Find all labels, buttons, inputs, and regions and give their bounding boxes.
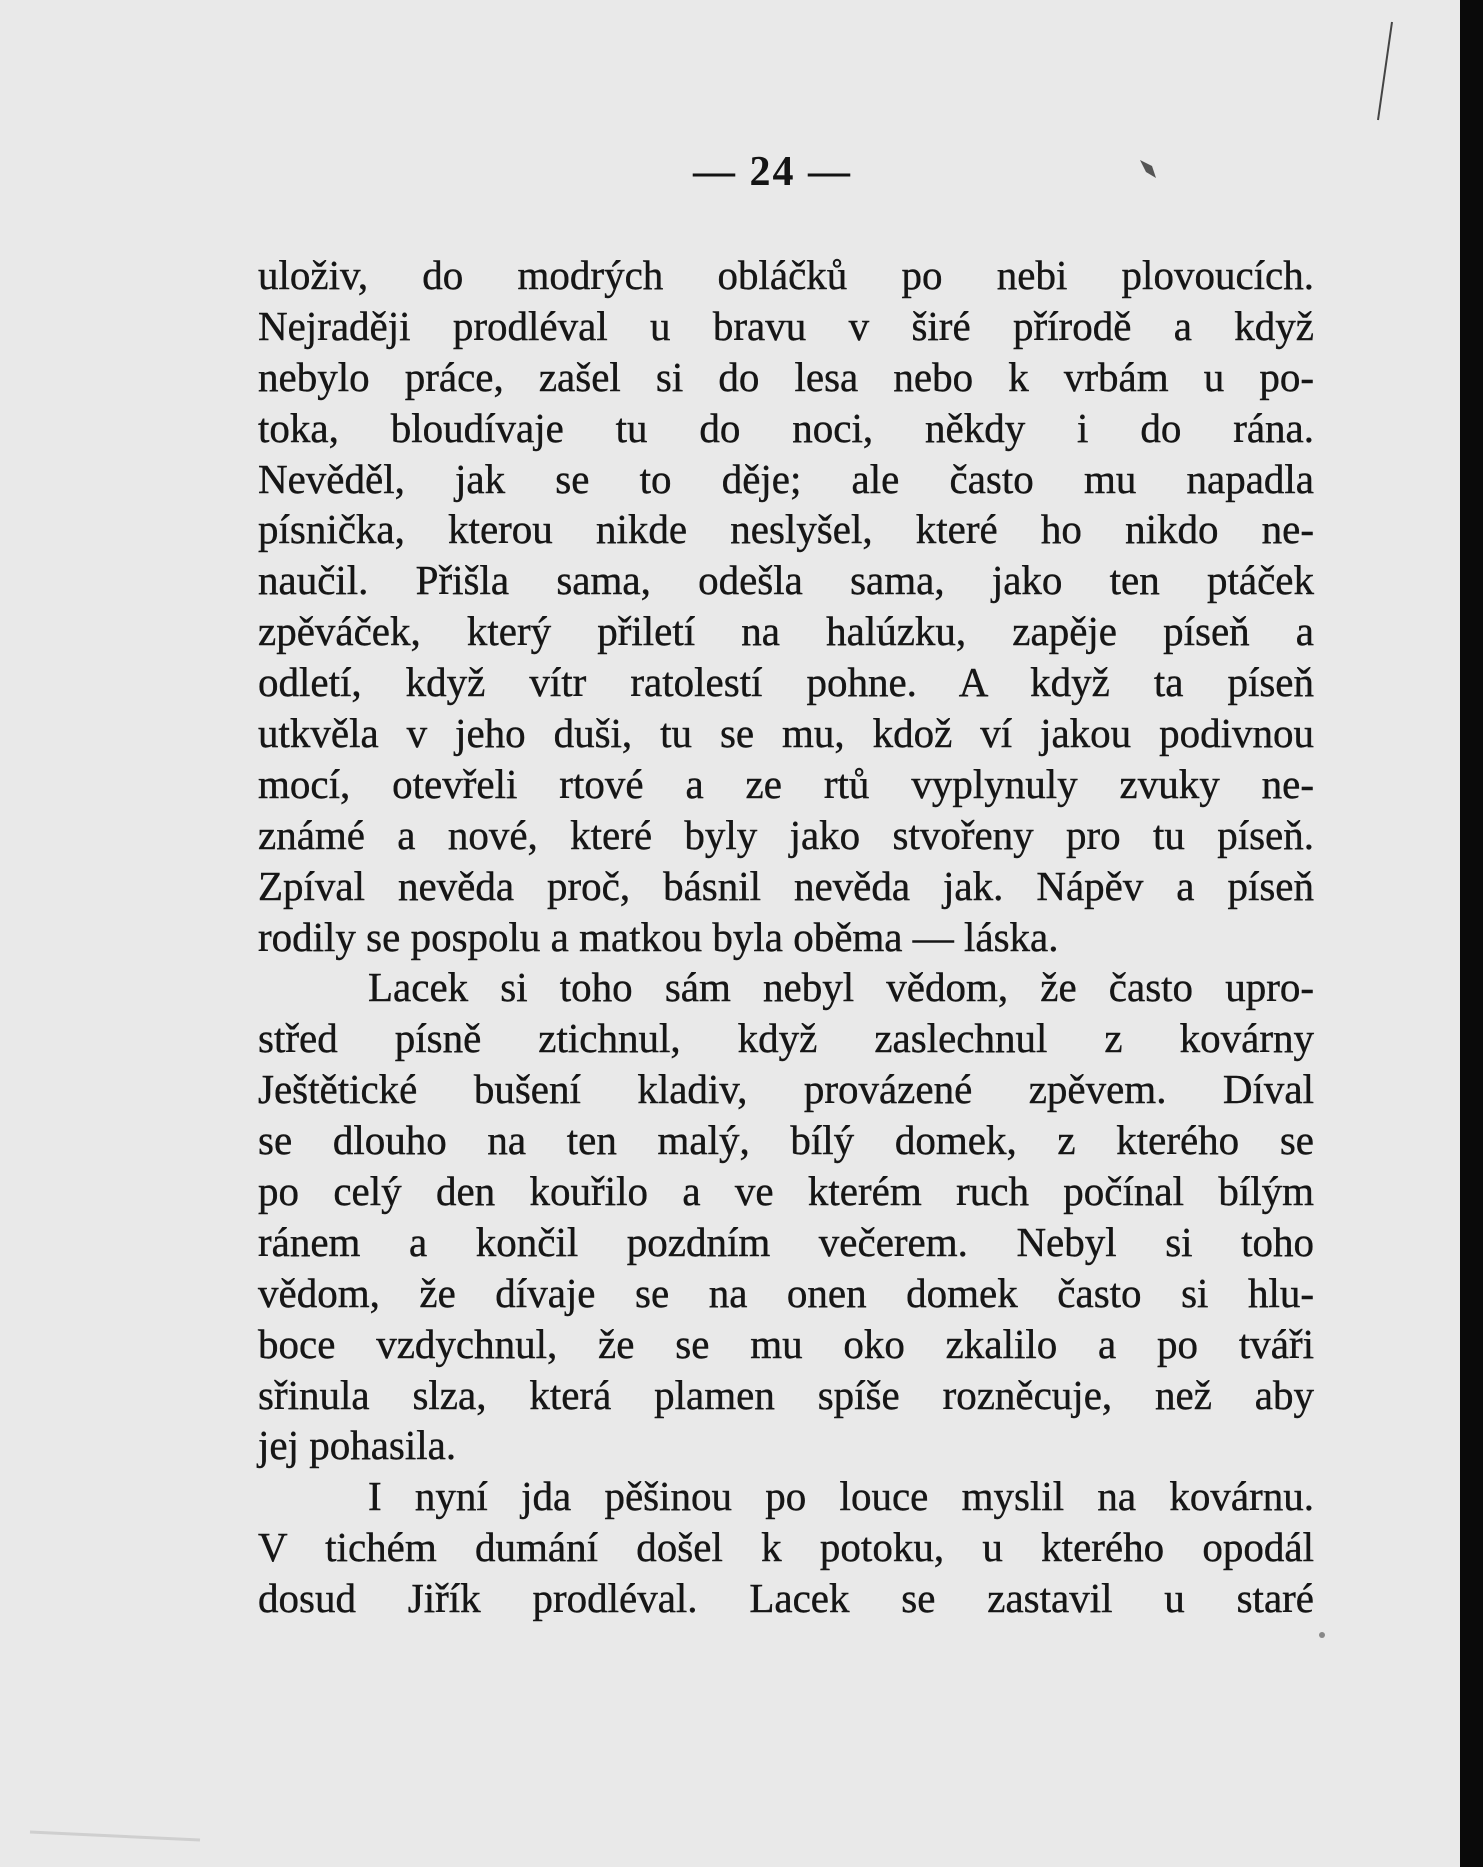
text-line: ránem a končil pozdním večerem. Nebyl si toho xyxy=(258,1218,1314,1265)
page-number: — 24 — xyxy=(693,149,852,195)
text-line: se dlouho na ten malý, bílý domek, z kterého se xyxy=(258,1117,1314,1164)
scan-speck xyxy=(1319,1632,1325,1638)
text-line: vědom, že dívaje se na onen domek často si hlu- xyxy=(258,1269,1314,1316)
text-line: sřinula slza, která plamen spíše rozněcuje, než aby xyxy=(258,1371,1314,1418)
text-line: mocí, otevřeli rtové a ze rtů vyplynuly zvuky ne- xyxy=(258,760,1314,807)
paragraph-start-line: Lacek si toho sám nebyl vědom, že často upro- xyxy=(368,964,1314,1011)
text-line: V tichém dumání došel k potoku, u kterého opodál xyxy=(258,1524,1314,1571)
scan-scratch xyxy=(1378,22,1392,120)
text-line: naučil. Přišla sama, odešla sama, jako ten ptáček xyxy=(258,557,1314,604)
text-line: odletí, když vítr ratolestí pohne. A když ta píseň xyxy=(258,659,1314,706)
paragraph-end-line: jej pohasila. xyxy=(258,1422,457,1469)
body-text xyxy=(258,250,1314,1624)
text-line: nebylo práce, zašel si do lesa nebo k vrbám u po- xyxy=(258,353,1314,400)
scan-edge xyxy=(1460,0,1483,1867)
text-line: Ještětické bušení kladiv, provázené zpěvem. Díval xyxy=(258,1066,1314,1113)
text-line: toka, bloudívaje tu do noci, někdy i do rána. xyxy=(258,404,1314,451)
text-line: dosud Jiřík prodléval. Lacek se zastavil u staré xyxy=(258,1575,1314,1622)
text-line: uloživ, do modrých obláčků po nebi plovoucích. xyxy=(258,252,1314,298)
text-line: Zpíval nevěda proč, básnil nevěda jak. Nápěv a píseň xyxy=(258,862,1314,909)
text-line: střed písně ztichnul, když zaslechnul z kovárny xyxy=(258,1015,1314,1062)
paragraph-start-line: I nyní jda pěšinou po louce myslil na kovárnu. xyxy=(368,1473,1314,1520)
text-line: boce vzdychnul, že se mu oko zkalilo a po tváři xyxy=(258,1320,1314,1367)
paragraph-end-line: rodily se pospolu a matkou byla oběma — láska. xyxy=(258,913,1059,960)
text-line: zpěváček, který přiletí na halúzku, zapěje píseň a xyxy=(258,608,1314,655)
scan-scratch xyxy=(30,1832,200,1840)
text-line: Nevěděl, jak se to děje; ale často mu napadla xyxy=(258,455,1314,502)
text-line: písnička, kterou nikde neslyšel, které ho nikdo ne- xyxy=(258,506,1314,553)
text-line: po celý den kouřilo a ve kterém ruch počínal bílým xyxy=(258,1168,1314,1215)
text-line: Nejraději prodléval u bravu v širé přírodě a když xyxy=(258,302,1314,349)
text-line: utkvěla v jeho duši, tu se mu, kdož ví jakou podivnou xyxy=(258,710,1314,757)
text-line: známé a nové, které byly jako stvořeny pro tu píseň. xyxy=(258,811,1314,858)
